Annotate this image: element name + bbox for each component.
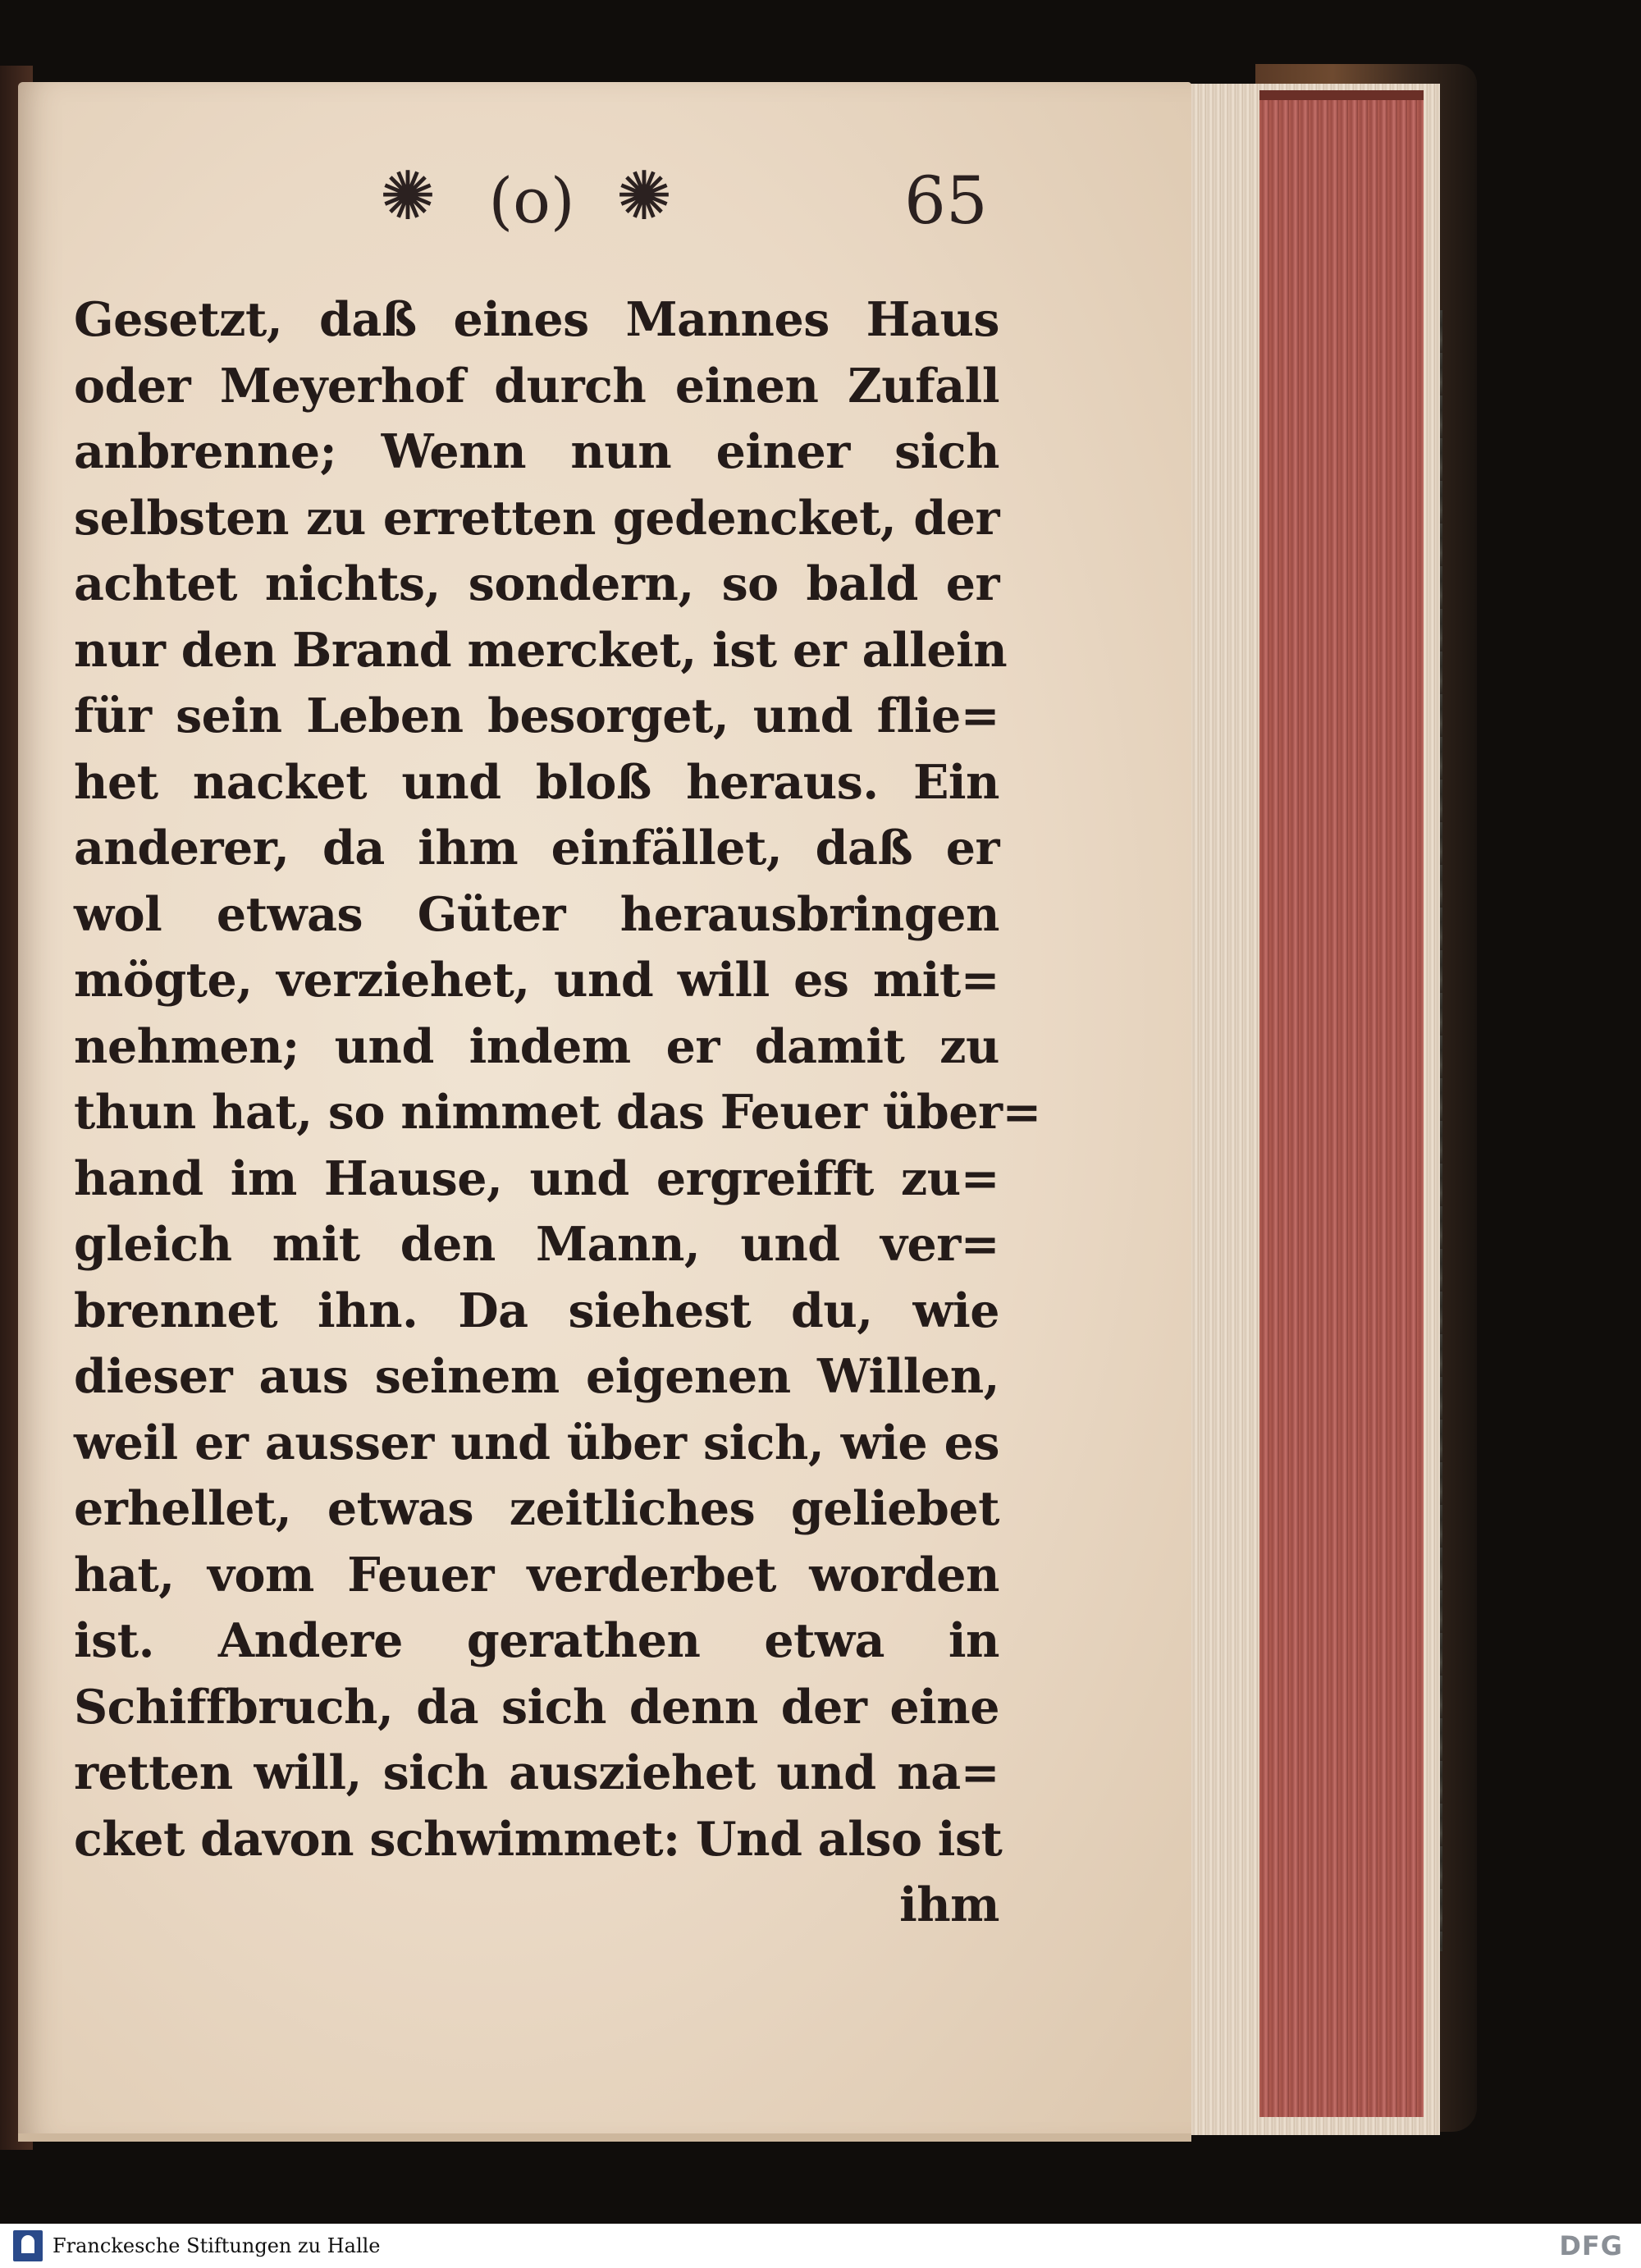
text-line: retten will, sich ausziehet und na=: [74, 1745, 999, 1800]
text-line: hat, vom Feuer verderbet worden: [74, 1547, 999, 1603]
text-line: brennet ihn. Da siehest du, wie: [74, 1283, 999, 1338]
catchword: ihm: [899, 1877, 999, 1932]
text-line: selbsten zu erretten gedencket, der: [74, 490, 999, 546]
text-line: mögte, verziehet, und will es mit=: [74, 953, 999, 1008]
text-line: cket davon schwimmet: Und also ist: [74, 1811, 1003, 1867]
text-line: achtet nichts, sondern, so bald er: [74, 556, 999, 611]
text-line: thun hat, so nimmet das Feuer über=: [74, 1085, 1041, 1140]
text-line: anbrenne; Wenn nun einer sich: [74, 424, 999, 479]
signature-mark: (o): [488, 164, 575, 237]
text-line: ist. Andere gerathen etwa in: [74, 1613, 999, 1668]
footer-bar: [0, 2224, 1641, 2268]
red-page-edges: [1259, 90, 1424, 2117]
text-line: für sein Leben besorget, und flie=: [74, 688, 999, 743]
text-line: hand im Hause, und ergreifft zu=: [74, 1150, 999, 1206]
text-line: wol etwas Güter herausbringen: [74, 886, 999, 942]
text-line: weil er ausser und über sich, wie es: [74, 1415, 999, 1470]
page-header: [361, 160, 1017, 250]
rosette-ornament-icon: ✺: [615, 158, 673, 235]
text-line: Gesetzt, daß eines Mannes Haus: [74, 292, 999, 347]
text-line: dieser aus seinem eigenen Willen,: [74, 1349, 999, 1404]
text-line: anderer, da ihm einfället, daß er: [74, 821, 999, 876]
text-line: Schiffbruch, da sich denn der eine: [74, 1679, 999, 1735]
institution-name: Franckesche Stiftungen zu Halle: [53, 2234, 381, 2257]
dfg-logo: DFG: [1559, 2230, 1623, 2261]
text-line: het nacket und bloß heraus. Ein: [74, 754, 999, 810]
text-line: gleich mit den Mann, und ver=: [74, 1217, 999, 1272]
page-number: 65: [904, 162, 988, 239]
text-line: erhellet, etwas zeitliches geliebet: [74, 1481, 999, 1536]
text-line: oder Meyerhof durch einen Zufall: [74, 358, 999, 414]
rosette-ornament-icon: ✺: [379, 158, 437, 235]
franckesche-stiftungen-logo-icon: [13, 2230, 43, 2261]
text-line: nur den Brand mercket, ist er allein: [74, 622, 1008, 678]
text-line: nehmen; und indem er damit zu: [74, 1018, 999, 1074]
page-body-text: [74, 287, 1041, 1939]
